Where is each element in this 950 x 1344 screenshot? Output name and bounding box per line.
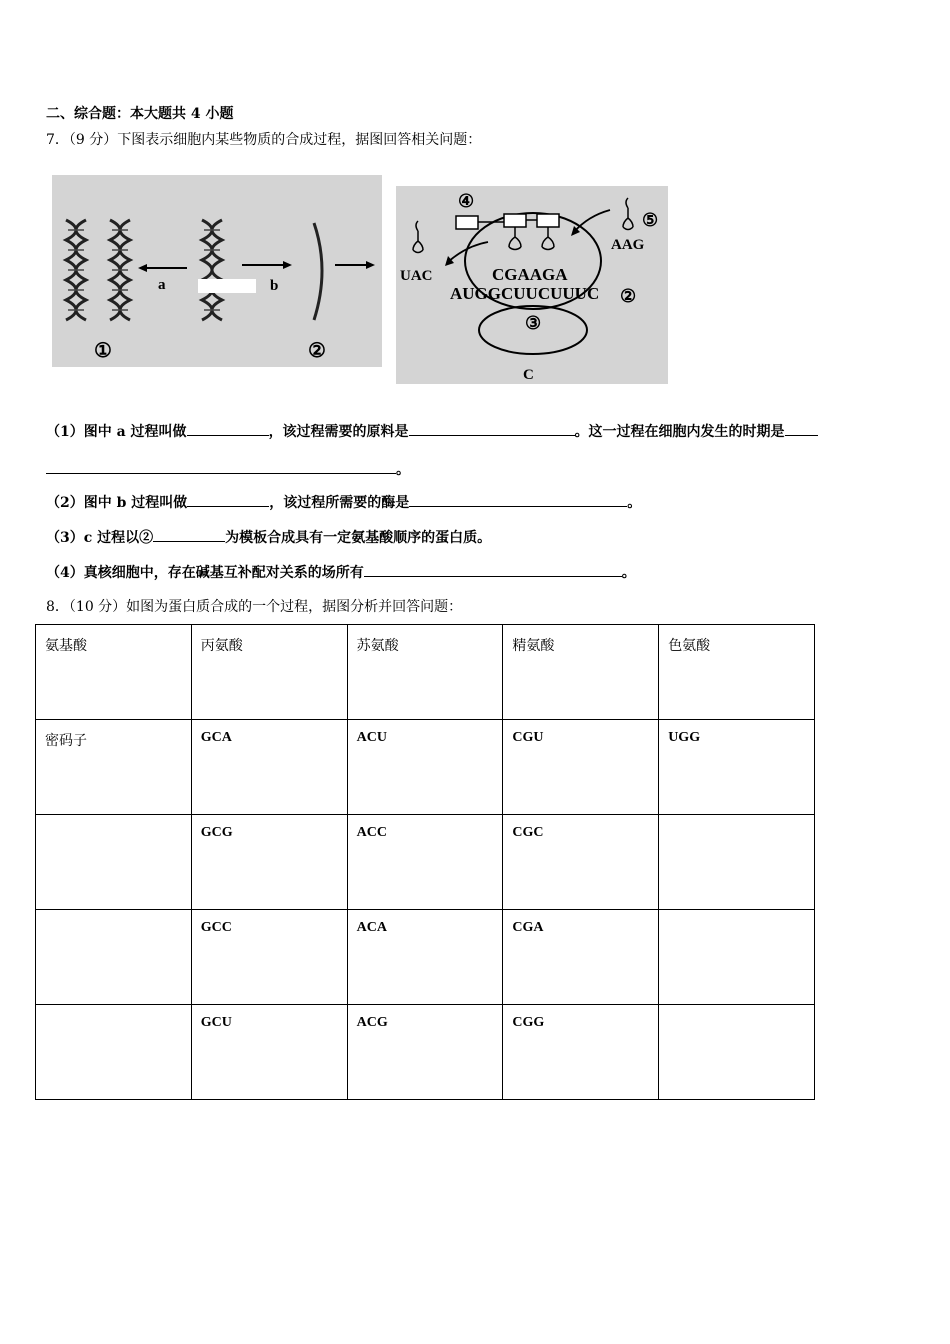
figure-translation	[396, 186, 668, 384]
label-cgaaga: CGAAGA	[492, 265, 568, 284]
q7-part1	[46, 421, 818, 441]
table-header-cell: 丙氨酸	[191, 625, 347, 720]
label-uac: UAC	[400, 268, 433, 284]
q7-part1-text-b: ，该过程需要的原料是	[268, 424, 409, 440]
figure-dna-processes	[52, 175, 382, 367]
amino-acid-box-3	[537, 214, 559, 227]
q7-part1-continued	[46, 459, 410, 479]
trna-in-site-2	[542, 227, 554, 250]
q7-stem: 7．（9 分）下图表示细胞内某些物质的合成过程，据图回答相关问题：	[46, 132, 482, 148]
q7-part3	[46, 527, 491, 547]
answer-blank-7[interactable]	[364, 562, 622, 577]
q7-part3-text-a: （3）c 过程以②	[46, 530, 154, 546]
q7-part4-end: 。	[621, 565, 636, 581]
table-cell-empty	[36, 1005, 192, 1100]
table-cell: CGU	[503, 720, 659, 815]
table-cell: CGG	[503, 1005, 659, 1100]
trna-incoming	[623, 198, 633, 230]
label-num-1: ①	[94, 340, 112, 362]
table-cell: UGG	[659, 720, 815, 815]
table-cell: ACU	[347, 720, 503, 815]
table-row	[36, 720, 815, 815]
figure-dna-svg	[52, 175, 382, 367]
table-header-row	[36, 625, 815, 720]
rna-single-strand	[314, 223, 322, 320]
answer-blank-3[interactable]	[785, 421, 818, 436]
table-cell: GCA	[191, 720, 347, 815]
trna-in-site-1	[509, 227, 521, 250]
table-row	[36, 1005, 815, 1100]
label-num-2-right: ②	[620, 286, 637, 306]
table-cell	[659, 910, 815, 1005]
table-cell: GCG	[191, 815, 347, 910]
label-mrna: AUGGCUUCUUUC	[450, 284, 600, 303]
table-cell	[659, 1005, 815, 1100]
table-header-cell: 苏氨酸	[347, 625, 503, 720]
table-cell	[659, 815, 815, 910]
label-num-4: ④	[458, 191, 475, 211]
q7-part2-text-a: （2）图中 b 过程叫做	[46, 495, 188, 511]
section-title: 二、综合题：本大题共 4 小题	[46, 106, 234, 122]
codon-table	[35, 624, 815, 1100]
answer-blank-3-continued[interactable]	[46, 459, 396, 474]
table-cell: ACA	[347, 910, 503, 1005]
q7-part2	[46, 492, 641, 512]
q7-part2-end: 。	[627, 495, 642, 511]
table-row	[36, 815, 815, 910]
q7-part1-text-c: 。这一过程在细胞内发生的时期是	[574, 424, 785, 440]
arrow-trna-enter	[574, 210, 610, 232]
amino-acid-box-2	[504, 214, 526, 227]
label-c: C	[523, 367, 534, 383]
table-cell-empty	[36, 815, 192, 910]
label-b: b	[270, 278, 279, 294]
q7-part3-text-b: 为模板合成具有一定氨基酸顺序的蛋白质。	[225, 530, 492, 546]
q7-part1-end: 。	[396, 462, 410, 478]
label-num-5: ⑤	[642, 210, 659, 230]
table-cell: GCC	[191, 910, 347, 1005]
label-num-2: ②	[308, 340, 326, 362]
table-cell: CGC	[503, 815, 659, 910]
q8-stem: 8．（10 分）如图为蛋白质合成的一个过程，据图分析并回答问题：	[46, 599, 463, 615]
q7-part2-text-b: ，该过程所需要的酶是	[269, 495, 410, 511]
table-cell: CGA	[503, 910, 659, 1005]
answer-blank-6[interactable]	[153, 527, 225, 542]
label-a: a	[158, 277, 166, 293]
answer-blank-5[interactable]	[409, 492, 627, 507]
answer-blank-4[interactable]	[187, 492, 269, 507]
q7-part1-text-a: （1）图中 a 过程叫做	[46, 424, 187, 440]
label-aag: AAG	[611, 237, 645, 253]
table-row	[36, 910, 815, 1005]
figure-white-patch	[198, 279, 256, 293]
q7-part4	[46, 562, 636, 582]
amino-acid-box-1	[456, 216, 478, 229]
table-header-cell: 精氨酸	[503, 625, 659, 720]
table-cell: GCU	[191, 1005, 347, 1100]
table-row-label: 密码子	[36, 720, 192, 815]
figure-translation-svg	[396, 186, 668, 384]
trna-leaving	[413, 221, 423, 253]
table-cell-empty	[36, 910, 192, 1005]
answer-blank-1[interactable]	[187, 421, 269, 436]
answer-blank-2[interactable]	[409, 421, 575, 436]
table-header-cell: 色氨酸	[659, 625, 815, 720]
table-header-cell: 氨基酸	[36, 625, 192, 720]
helix-3-strand-b	[212, 220, 222, 320]
table-cell: ACG	[347, 1005, 503, 1100]
label-num-3: ③	[525, 313, 542, 333]
q7-part4-text-a: （4）真核细胞中，存在碱基互补配对关系的场所有	[46, 565, 364, 581]
table-cell: ACC	[347, 815, 503, 910]
